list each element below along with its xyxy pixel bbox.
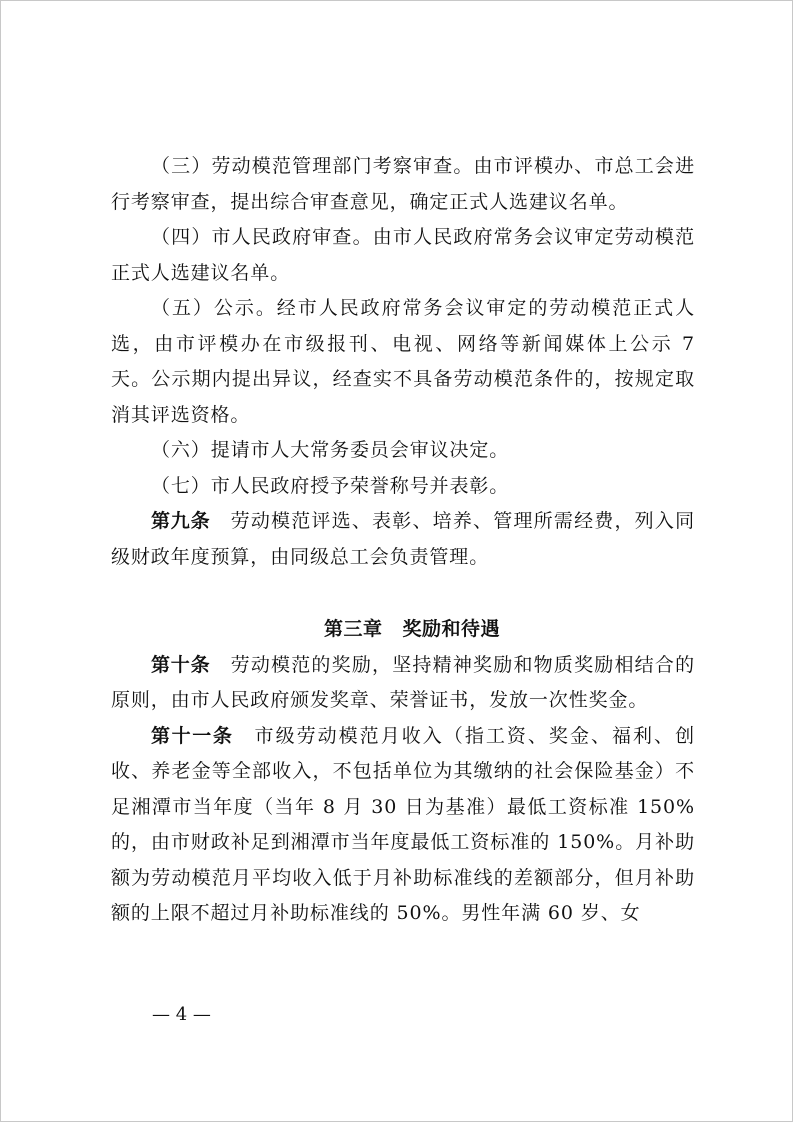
article-10 — [111, 648, 695, 719]
paragraph-item-6 — [111, 433, 695, 469]
chapter-number: 第三章 — [323, 618, 383, 640]
paragraph-item-4 — [111, 220, 695, 291]
article-number: 第九条 — [151, 510, 211, 532]
section-spacer — [111, 575, 695, 612]
chapter-heading — [111, 612, 695, 648]
page-number: — 4 — — [152, 1004, 211, 1025]
paragraph-text: （七）市人民政府授予荣誉称号并表彰。 — [151, 474, 510, 497]
chapter-title: 奖励和待遇 — [402, 618, 501, 640]
article-9 — [111, 504, 695, 575]
paragraph-text: （五）公示。经市人民政府常务会议审定的劳动模范正式人选，由市评模办在市级报刊、电视、网络等新闻媒体上公示 7 天。公示期内提出异议，经查实不具备劳动模范条件的，按规定取消其评选资格。 — [111, 297, 695, 426]
document-body — [111, 149, 695, 932]
article-text: 市级劳动模范月收入（指工资、奖金、福利、创收、养老金等全部收入，不包括单位为其缴纳的社会保险基金）不足湘潭市当年度（当年 8 月 30 日为基准）最低工资标准 150% 的，由市财政补足到湘潭市当年度最低工资标准的 150%。月补助额为劳动模范月平均收入低于月补助标准线的差额部分，但月补助额的上限不超过月补助标准线的 50%。男性年满 60 岁、女 — [111, 724, 695, 924]
article-text: 劳动模范评选、表彰、培养、管理所需经费，列入同级财政年度预算，由同级总工会负责管理。 — [111, 510, 695, 568]
paragraph-item-5 — [111, 291, 695, 433]
paragraph-item-3 — [111, 149, 695, 220]
paragraph-item-7 — [111, 469, 695, 505]
paragraph-text: （六）提请市人大常务委员会审议决定。 — [151, 439, 510, 461]
paragraph-text: （四）市人民政府审查。由市人民政府常务会议审定劳动模范正式人选建议名单。 — [111, 226, 695, 284]
article-number: 第十条 — [151, 653, 211, 676]
article-11 — [111, 719, 695, 932]
article-text: 劳动模范的奖励，坚持精神奖励和物质奖励相结合的原则，由市人民政府颁发奖章、荣誉证书，发放一次性奖金。 — [111, 653, 695, 711]
article-number: 第十一条 — [151, 724, 234, 747]
paragraph-text: （三）劳动模范管理部门考察审查。由市评模办、市总工会进行考察审查，提出综合审查意见，确定正式人选建议名单。 — [111, 155, 695, 213]
